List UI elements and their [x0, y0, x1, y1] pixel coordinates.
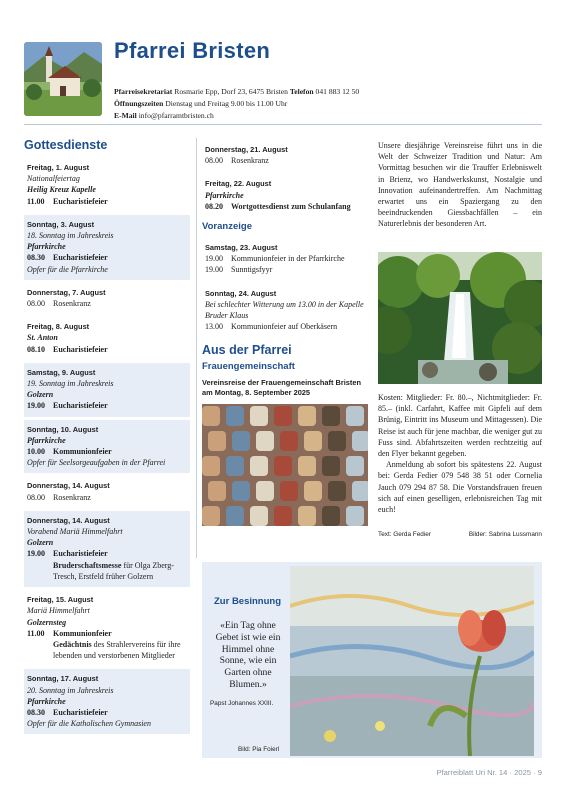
service-place: Pfarrkirche [27, 435, 66, 445]
service-date: Sonntag, 3. August [27, 219, 95, 229]
service-place: Heilig Kreuz Kapelle [27, 185, 96, 195]
wood-figure [298, 456, 316, 476]
service-entry [202, 140, 370, 171]
service-entry [24, 158, 190, 212]
email-label: E-Mail [114, 111, 137, 120]
wood-figure [352, 431, 368, 451]
service-extra-title: Bruderschaftsmesse [53, 560, 122, 570]
header-divider [24, 124, 542, 125]
service-type: Kommunionfeier [53, 628, 112, 638]
service-time: 13.00 [205, 322, 223, 332]
service-time: 08.30 [27, 253, 45, 263]
wood-figure [328, 431, 346, 451]
service-occasion: Mariä Himmelfahrt [27, 606, 90, 616]
section-title-aus-der-pfarrei: Aus der Pfarrei [202, 343, 292, 358]
service-type: Eucharistiefeier [53, 196, 108, 206]
secretariat-label: Pfarreisekretariat [114, 87, 173, 96]
service-line [205, 264, 367, 275]
wood-figure [304, 431, 322, 451]
service-time: 08.20 [205, 201, 223, 211]
quote-author: Papst Johannes XXIII. [210, 700, 274, 707]
service-date: Freitag, 22. August [205, 179, 272, 189]
service-extra-text: des Strahlervereins für ihre lebenden und verstorbenen Mitglieder [53, 639, 181, 661]
text-credit: Text: Gerda Fedier [378, 531, 431, 538]
service-type: Eucharistiefeier [53, 707, 108, 717]
event-list-continued [202, 140, 370, 217]
trip-details [378, 392, 542, 515]
service-entry [24, 215, 190, 280]
service-type: Kommunionfeier in der Pfarrkirche [231, 254, 345, 264]
service-time: 08.00 [205, 156, 223, 166]
service-time: 11.00 [27, 628, 45, 638]
service-time: 10.00 [27, 447, 45, 457]
wood-figure [304, 481, 322, 501]
gottesdienste-column [24, 138, 190, 737]
service-entry [24, 476, 190, 507]
church-photo [24, 42, 102, 116]
service-date: Sonntag, 24. August [205, 288, 277, 298]
wood-figure [346, 406, 364, 426]
service-type: Kommunionfeier [53, 447, 112, 457]
service-date: Freitag, 15. August [27, 595, 94, 605]
wood-figure [274, 456, 292, 476]
service-entry [24, 363, 190, 417]
service-note: Opfer für Seelsorgeaufgaben in der Pfarrei [27, 458, 166, 468]
service-entry [202, 238, 370, 281]
service-time: 08.30 [27, 707, 45, 717]
service-time: 19.00 [205, 254, 223, 264]
service-date: Sonntag, 17. August [27, 674, 99, 684]
wood-figure [280, 431, 298, 451]
service-type: Wortgottesdienst zum Schulanfang [231, 201, 351, 211]
section-title-voranzeige: Voranzeige [202, 221, 252, 233]
service-place: Golzernsteg [27, 617, 67, 627]
service-type: Sunntigsfyyr [231, 265, 273, 275]
service-date: Sonntag, 10. August [27, 424, 99, 434]
wood-figure [274, 406, 292, 426]
service-occasion: 20. Sonntag im Jahreskreis [27, 685, 114, 695]
service-extra-title: Gedächtnis [53, 639, 92, 649]
trip-description: Unsere diesjährige Vereinsreise führt uns in die Welt der Schweizer Tradition und Natur: Am Vormittag besuchen wir die Trauffer Erlebniswelt in Brienz, wo Handwerkskunst, Nostalgie und Innovation aufeinandertreffen. Am Nachmittag erwartet uns ein Spaziergang zu den beeindruckenden Giessbachfällen – ein Naturerlebnis der besonderen Art. [378, 141, 542, 229]
service-line [27, 252, 187, 263]
trip-registration: Anmeldung ab sofort bis spätestens 22. August bei: Gerda Fedier 079 548 38 51 oder Cornelia Jauch 079 294 87 58. Die Vorstandsfrauen freuen sich auf einen geselligen, erlebnisreichen Tag mit euch! [378, 460, 542, 515]
wood-figure [328, 481, 346, 501]
wood-figure [250, 456, 268, 476]
event-list [24, 158, 190, 734]
service-line [205, 253, 367, 264]
painting-credit: Bild: Pia Foierl [238, 746, 280, 753]
flower-painting [290, 566, 534, 756]
wood-figure [202, 506, 220, 526]
service-line [27, 707, 187, 718]
subsection-title-frauengemeinschaft: Frauengemeinschaft [202, 361, 295, 373]
service-extra [27, 560, 187, 582]
service-line [205, 155, 367, 166]
service-time: 11.00 [27, 196, 45, 206]
service-type: Rosenkranz [53, 492, 91, 502]
wood-figure [202, 406, 220, 426]
phone-label: Telefon [289, 87, 314, 96]
service-line [27, 298, 187, 309]
service-entry [24, 420, 190, 474]
wood-figure [256, 481, 274, 501]
wood-figure [226, 506, 244, 526]
wood-figure [202, 456, 220, 476]
wood-figure [226, 456, 244, 476]
service-place: Golzern [27, 390, 54, 400]
service-type: Rosenkranz [231, 156, 269, 166]
service-line [27, 628, 187, 639]
service-date: Samstag, 9. August [27, 367, 96, 377]
service-type: Eucharistiefeier [53, 549, 108, 559]
wood-figure [352, 481, 368, 501]
middle-column [202, 140, 370, 526]
email-link[interactable]: info@pfarramtbristen.ch [138, 111, 214, 120]
wood-figure [298, 506, 316, 526]
service-occasion: Nationalfeiertag [27, 174, 80, 184]
service-line [27, 344, 187, 355]
service-date: Freitag, 1. August [27, 163, 90, 172]
wood-figure [298, 406, 316, 426]
service-line [205, 321, 367, 332]
service-line [27, 492, 187, 503]
waterfall-photo [378, 252, 542, 384]
voranzeige-list [202, 238, 370, 337]
wood-figure [346, 506, 364, 526]
hours-label: Öffnungszeiten [114, 99, 164, 108]
wood-figure [232, 431, 250, 451]
service-time: 08.00 [27, 299, 45, 309]
service-place: Pfarrkirche [27, 696, 66, 706]
service-place: St. Anton [27, 333, 58, 343]
wood-figure [226, 406, 244, 426]
service-extra-text: für Olga Zberg-Tresch, Erstfeld früher Golzern [53, 560, 174, 581]
office-hours: Dienstag und Freitag 9.00 bis 11.00 Uhr [165, 99, 288, 108]
page-title: Pfarrei Bristen [114, 38, 271, 63]
wood-figure [274, 506, 292, 526]
service-place: Pfarrkirche [27, 242, 66, 252]
besinnung-title: Zur Besinnung [214, 596, 282, 607]
service-occasion: 18. Sonntag im Jahreskreis [27, 231, 114, 241]
service-date: Donnerstag, 14. August [27, 515, 110, 525]
service-entry [24, 511, 190, 587]
service-entry [24, 590, 190, 666]
service-line [27, 446, 187, 457]
trip-costs: Kosten: Mitglieder: Fr. 80.–, Nichtmitglieder: Fr. 85.– (inkl. Carfahrt, Kaffee mit Gipfeli auf dem Brünig, Eintritt ins Museum und Mittagessen). Die Reise ist auch für jene machbar, die weniger gut zu Fuss sind. Abfahrtszeiten werden rechtzeitig auf den Flyer bekannt gegeben. [378, 393, 542, 459]
service-note: Bei schlechter Witterung um 13.00 in der Kapelle Bruder Klaus [205, 299, 364, 321]
contact-block [114, 86, 414, 122]
service-time: 08.00 [27, 492, 45, 502]
service-date: Donnerstag, 7. August [27, 287, 106, 297]
phone-number: 041 883 12 50 [315, 87, 360, 96]
service-entry [24, 317, 190, 360]
service-type: Kommunionfeier auf Oberkäsern [231, 322, 338, 332]
service-time: 19.00 [27, 549, 45, 559]
trip-heading: Vereinsreise der Frauengemeinschaft Bristen am Montag, 8. September 2025 [202, 378, 361, 398]
service-date: Samstag, 23. August [205, 243, 278, 253]
wood-figure [208, 431, 226, 451]
wood-figure [346, 456, 364, 476]
service-date: Donnerstag, 14. August [27, 481, 110, 491]
section-title-gottesdienste: Gottesdienste [24, 138, 108, 152]
wood-figure [280, 481, 298, 501]
service-date: Donnerstag, 21. August [205, 145, 288, 154]
service-type: Eucharistiefeier [53, 344, 108, 354]
image-credit: Bilder: Sabrina Lussmann [468, 531, 542, 538]
service-time: 19.00 [27, 401, 45, 411]
wood-figure [250, 506, 268, 526]
service-occasion: 19. Sonntag im Jahreskreis [27, 379, 114, 389]
service-note: Opfer für die Pfarrkirche [27, 264, 108, 274]
wood-figure [322, 456, 340, 476]
wood-figure [322, 406, 340, 426]
service-type: Rosenkranz [53, 299, 91, 309]
service-occasion: Vorabend Mariä Himmelfahrt [27, 527, 123, 537]
service-place: Golzern [27, 538, 54, 548]
service-time: 08.10 [27, 344, 45, 354]
service-line [27, 548, 187, 559]
wood-figure [250, 406, 268, 426]
service-place: Pfarrkirche [205, 190, 244, 200]
page-footer: Pfarreiblatt Uri Nr. 14 · 2025 · 9 [436, 768, 542, 777]
service-entry [202, 284, 370, 338]
service-entry [24, 283, 190, 314]
service-extra [27, 639, 187, 661]
wood-figure [232, 481, 250, 501]
service-note: Opfer für die Katholischen Gymnasien [27, 719, 151, 729]
trip-credits [378, 531, 542, 538]
service-type: Eucharistiefeier [53, 401, 108, 411]
besinnung-quote: «Ein Tag ohne Gebet ist wie ein Himmel ohne Sonne, wie ein Garten ohne Blumen.» [215, 620, 281, 690]
service-line [205, 201, 367, 212]
service-entry [24, 669, 190, 734]
column-divider [196, 138, 197, 558]
secretariat-text: Rosmarie Epp, Dorf 23, 6475 Bristen [174, 87, 288, 96]
wood-figure [256, 431, 274, 451]
service-type: Eucharistiefeier [53, 253, 108, 263]
service-line [27, 196, 187, 207]
service-date: Freitag, 8. August [27, 322, 90, 332]
service-entry [202, 174, 370, 217]
wood-figure [208, 481, 226, 501]
wood-figures-photo [202, 404, 368, 526]
wood-figure [322, 506, 340, 526]
service-line [27, 400, 187, 411]
service-time: 19.00 [205, 265, 223, 275]
